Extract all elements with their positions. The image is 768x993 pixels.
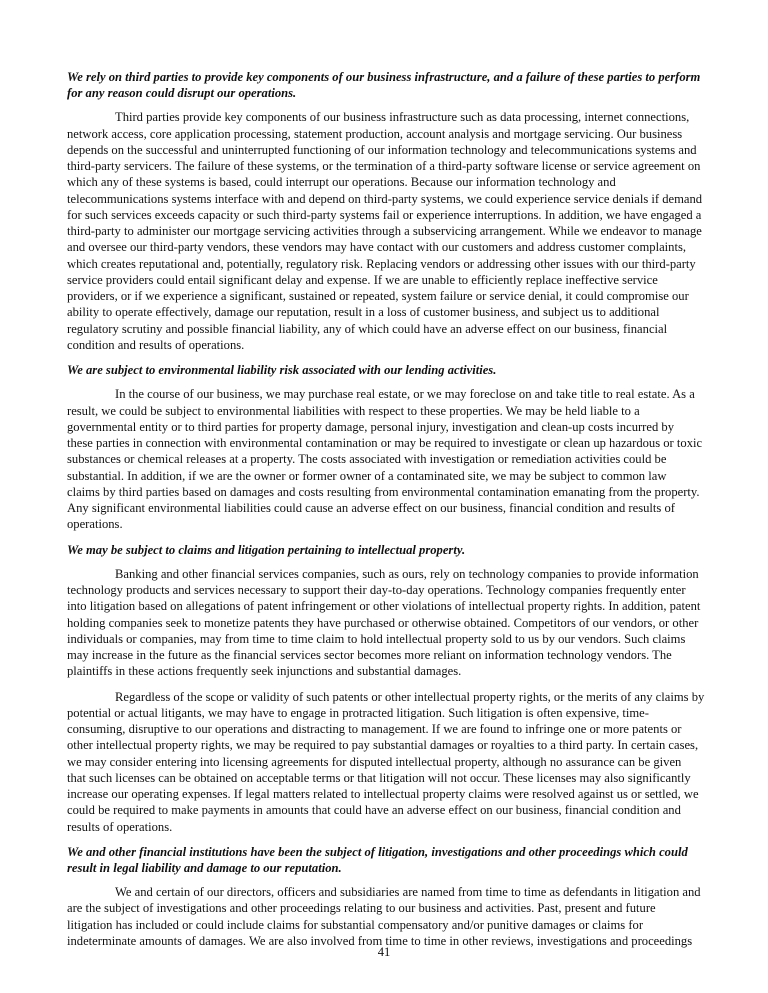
risk-section-intellectual-property bbox=[67, 542, 707, 835]
body-paragraph bbox=[67, 386, 707, 532]
heading-line: We and other financial institutions have been the subject of litigation, investigations and other proceedings which could bbox=[67, 844, 688, 859]
paragraph-line: In the course of our business, we may purchase real estate, or we may foreclose on and take title to real estate. As a bbox=[115, 387, 695, 402]
paragraph-line: network access, core application processing, statement production, account analysis and mortgage servicing. Our business bbox=[67, 126, 683, 141]
paragraph-line: condition and results of operations. bbox=[67, 337, 245, 352]
paragraph-line: substances or chemical releases at a property. The costs associated with investigation or remediation activities could be bbox=[67, 452, 667, 467]
heading-line: We rely on third parties to provide key components of our business infrastructure, and a failure of these parties to perform bbox=[67, 70, 701, 84]
paragraph-line: governmental entity or to third parties for property damage, personal injury, investigation and clean-up costs incurred by bbox=[67, 419, 675, 434]
paragraph-line: into litigation based on allegations of patent infringement or other violations of intellectual property rights. In addition, patent bbox=[67, 599, 701, 614]
body-paragraph bbox=[67, 689, 707, 835]
body-paragraph bbox=[67, 566, 707, 680]
paragraph-line: technology products and services necessary to support their day-to-day operations. Technology companies frequently enter bbox=[67, 583, 686, 598]
paragraph-line: Third parties provide key components of our business infrastructure such as data processing, internet connections, bbox=[115, 110, 690, 125]
paragraph-line: claims by third parties based on damages and costs resulting from environmental contamination emanating from the property. bbox=[67, 484, 700, 499]
paragraph-line: result, we could be subject to environmental liabilities with respect to these properties. We may be held liable to a bbox=[67, 403, 640, 418]
body-paragraph bbox=[67, 884, 707, 949]
paragraph-line: increase our operating expenses. If legal matters related to intellectual property claims were resolved against us or settled, we bbox=[67, 787, 699, 802]
risk-section-third-parties bbox=[67, 69, 707, 353]
document-page bbox=[67, 69, 707, 958]
section-heading bbox=[67, 542, 707, 558]
paragraph-line: third-party servicers. The failure of these systems, or the termination of a third-party software license or service agreement on bbox=[67, 159, 701, 174]
risk-section-environmental bbox=[67, 362, 707, 532]
paragraph-line: for such services exceeds capacity or such third-party systems fail or experience interruptions. In addition, we have engaged a bbox=[67, 207, 702, 222]
paragraph-line: Any significant environmental liabilities could cause an adverse effect on our business, financial condition and results of bbox=[67, 501, 675, 516]
paragraph-line: operations. bbox=[67, 517, 123, 532]
paragraph-line: service providers could entail significant delay and expense. If we are unable to efficiently replace ineffective service bbox=[67, 272, 658, 287]
paragraph-line: we may consider entering into licensing agreements for disputed intellectual property, although no assurance can be given bbox=[67, 754, 682, 769]
paragraph-line: substantial. In addition, if we are the owner or former owner of a contaminated site, we may be subject to common law bbox=[67, 468, 667, 483]
paragraph-line: could be required to make payments in amounts that could have an adverse effect on our business, financial condition and bbox=[67, 803, 681, 818]
paragraph-line: indeterminate amounts of damages. We are also involved from time to time in other reviews, investigations and proceedings bbox=[67, 933, 693, 948]
paragraph-line: results of operations. bbox=[67, 819, 173, 834]
paragraph-line: regulatory scrutiny and possible financial liability, any of which could have an adverse effect on our business, financial bbox=[67, 321, 668, 336]
section-heading bbox=[67, 69, 707, 101]
paragraph-line: plaintiffs in these actions frequently seek injunctions and substantial damages. bbox=[67, 664, 462, 679]
paragraph-line: providers, or if we experience a significant, sustained or repeated, system failure or service denial, it could compromise our bbox=[67, 289, 689, 304]
paragraph-line: that such licenses can be obtained on acceptable terms or that litigation will not occur. These licenses may also significantly bbox=[67, 770, 691, 785]
paragraph-line: other intellectual property rights, we may be required to pay substantial damages or royalties to a third party. In certain cases, bbox=[67, 738, 699, 753]
heading-line: We may be subject to claims and litigation pertaining to intellectual property. bbox=[67, 542, 466, 557]
paragraph-line: are the subject of investigations and other proceedings relating to our business and activities. Past, present and future bbox=[67, 901, 656, 916]
page-number: 41 bbox=[377, 945, 391, 959]
paragraph-line: ability to operate effectively, damage our reputation, result in a loss of customer business, and subject us to additional bbox=[67, 305, 660, 320]
heading-line: result in legal liability and damage to our reputation. bbox=[67, 861, 342, 876]
section-heading bbox=[67, 844, 707, 876]
paragraph-line: which any of these systems is based, could interrupt our operations. Because our information technology and bbox=[67, 175, 616, 190]
body-paragraph bbox=[67, 109, 707, 353]
paragraph-line: may increase in the future as the financial services sector becomes more reliant on information technology vendors. The bbox=[67, 648, 672, 663]
paragraph-line: third-party to administer our mortgage servicing activities through a subservicing arrangement. While we endeavor to manage bbox=[67, 224, 702, 239]
paragraph-line: Regardless of the scope or validity of such patents or other intellectual property rights, or the merits of any claims by bbox=[115, 689, 705, 704]
heading-line: for any reason could disrupt our operations. bbox=[67, 86, 297, 101]
risk-section-litigation bbox=[67, 844, 707, 949]
paragraph-line: potential or actual litigants, we may have to engage in protracted litigation. Such litigation is often expensive, time- bbox=[67, 705, 649, 720]
paragraph-line: telecommunications systems interface with and depend on third-party systems, we could experience service denials if demand bbox=[67, 191, 703, 206]
paragraph-line: which creates reputational and, potentially, regulatory risk. Replacing vendors or addressing other issues with our third-party bbox=[67, 256, 696, 271]
paragraph-line: depends on the successful and uninterrupted functioning of our information technology and telecommunications systems and bbox=[67, 142, 697, 157]
heading-line: We are subject to environmental liability risk associated with our lending activities. bbox=[67, 363, 497, 378]
paragraph-line: holding companies seek to monetize patents they have purchased or otherwise obtained. Competitors of our vendors, or other bbox=[67, 615, 699, 630]
paragraph-line: these parties in connection with environmental contamination or may be required to investigate or clean up hazardous or toxic bbox=[67, 436, 703, 451]
paragraph-line: Banking and other financial services companies, such as ours, rely on technology companies to provide information bbox=[115, 566, 699, 581]
section-heading bbox=[67, 362, 707, 378]
paragraph-line: We and certain of our directors, officers and subsidiaries are named from time to time as defendants in litigation and bbox=[115, 885, 701, 900]
paragraph-line: and oversee our third-party vendors, these vendors may have contact with our customers and address customer complaints, bbox=[67, 240, 687, 255]
paragraph-line: individuals or companies, may from time to time claim to hold intellectual property sold to us by our vendors. Such claims bbox=[67, 631, 686, 646]
paragraph-line: litigation has included or could include claims for substantial compensatory and/or punitive damages or claims for bbox=[67, 917, 644, 932]
paragraph-line: consuming, disruptive to our operations and distracting to management. If we are found to infringe one or more patents or bbox=[67, 722, 682, 737]
